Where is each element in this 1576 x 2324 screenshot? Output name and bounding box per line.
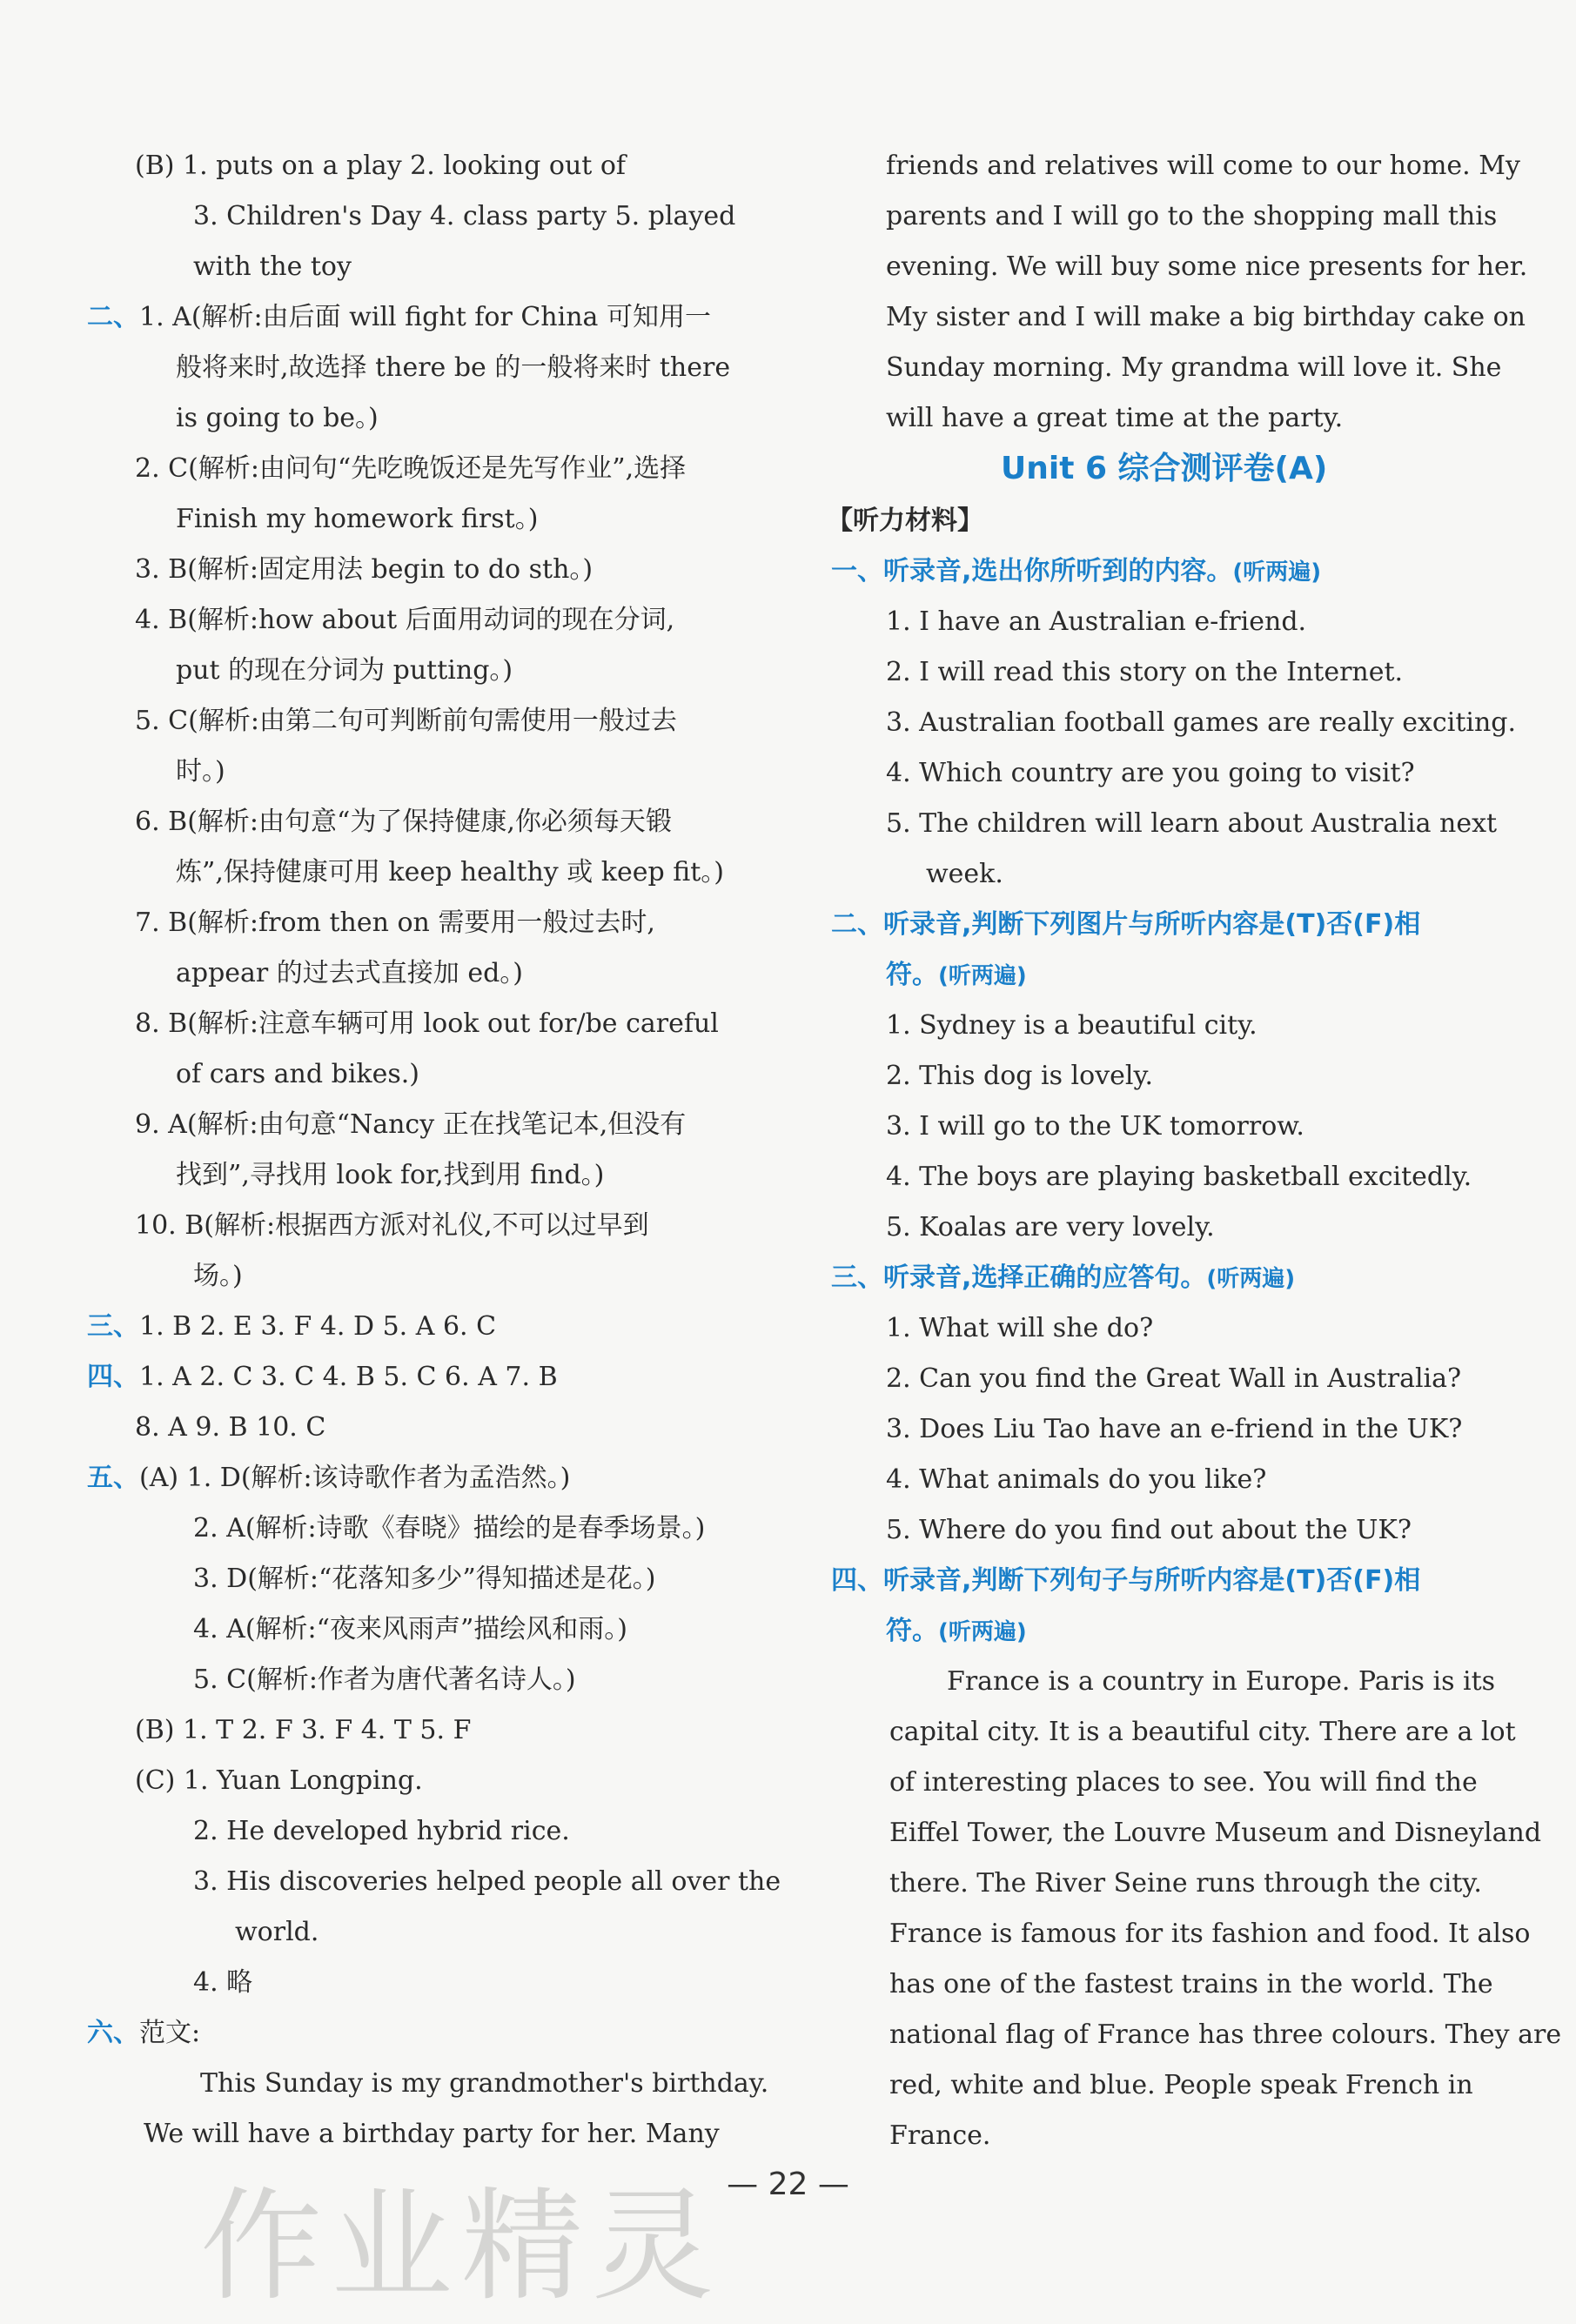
- r4-line-9: France.: [889, 2120, 991, 2151]
- s6-line-0: This Sunday is my grandmother's birthday.: [200, 2068, 769, 2099]
- s2-line-15: of cars and bikes.): [176, 1059, 419, 1089]
- listening-heading: 【听力材料】: [827, 506, 983, 536]
- s5-line-10: 4. 略: [193, 1967, 253, 1998]
- r2-note: (听两遍): [938, 963, 1027, 989]
- b-line-3: with the toy: [193, 251, 352, 282]
- s6-head: 六、范文:: [87, 2018, 201, 2048]
- essay-line-3: My sister and I will make a big birthday cake on: [886, 302, 1526, 332]
- s5-line-4: 5. C(解析:作者为唐代著名诗人。): [193, 1664, 576, 1695]
- s2-line-10: 6. B(解析:由句意“为了保持健康,你必须每天锻: [135, 807, 672, 837]
- s2-line-5: 3. B(解析:固定用法 begin to do sth。): [135, 554, 594, 585]
- s2-line-3: 2. C(解析:由问句“先吃晚饭还是先写作业”,选择: [135, 453, 687, 484]
- s5-line-8: 3. His discoveries helped people all over the: [193, 1866, 781, 1897]
- r1-line-5: week.: [926, 859, 1003, 889]
- r2-heading-2: [886, 957, 1027, 995]
- r2-heading-text: 符。: [886, 960, 938, 990]
- r1-line-0: 1. I have an Australian e-friend.: [886, 606, 1307, 637]
- watermark: 作业精灵: [200, 2176, 723, 2318]
- s2-line-4: Finish my homework first。): [176, 504, 539, 534]
- b-line-1: (B) 1. puts on a play 2. looking out of: [135, 151, 627, 181]
- s5-line-0: 五、(A) 1. D(解析:该诗歌作者为孟浩然。): [87, 1463, 571, 1493]
- r3-line-3: 4. What animals do you like?: [886, 1464, 1267, 1495]
- s2-line-2: is going to be。): [176, 403, 379, 433]
- s2-line-0: 二、1. A(解析:由后面 will fight for China 可知用一: [87, 302, 711, 332]
- s5-line-5: (B) 1. T 2. F 3. F 4. T 5. F: [135, 1715, 472, 1745]
- r1-heading: [831, 553, 1321, 591]
- essay-line-2: evening. We will buy some nice presents for her.: [886, 251, 1528, 282]
- r4-line-0: France is a country in Europe. Paris is its: [947, 1666, 1496, 1697]
- r3-note: (听两遍): [1206, 1266, 1296, 1292]
- s5-line-6: (C) 1. Yuan Longping.: [135, 1765, 423, 1796]
- r4-line-1: capital city. It is a beautiful city. There are a lot: [889, 1717, 1516, 1747]
- s2-line-18: 10. B(解析:根据西方派对礼仪,不可以过早到: [135, 1210, 649, 1241]
- essay-line-1: parents and I will go to the shopping mall this: [886, 201, 1498, 231]
- r1-heading-text: 一、听录音,选出你所听到的内容。: [831, 556, 1233, 586]
- r2-line-2: 3. I will go to the UK tomorrow.: [886, 1111, 1304, 1142]
- s2-line-14: 8. B(解析:注意车辆可用 look out for/be careful: [135, 1008, 719, 1039]
- s2-line-1: 般将来时,故选择 there be 的一般将来时 there: [176, 352, 731, 383]
- r2-line-3: 4. The boys are playing basketball excitedly.: [886, 1162, 1472, 1192]
- s2-line-11: 炼”,保持健康可用 keep healthy 或 keep fit。): [176, 857, 724, 887]
- r2-line-0: 1. Sydney is a beautiful city.: [886, 1010, 1257, 1041]
- r3-line-4: 5. Where do you find out about the UK?: [886, 1515, 1412, 1545]
- r4-line-7: national flag of France has three colours. They are: [889, 2019, 1562, 2050]
- r4-heading-text: 符。: [886, 1616, 938, 1646]
- s2-line-12: 7. B(解析:from then on 需要用一般过去时,: [135, 907, 655, 938]
- s6-line-1: We will have a birthday party for her. Many: [144, 2119, 720, 2149]
- r1-line-3: 4. Which country are you going to visit?: [886, 758, 1415, 788]
- r4-line-4: there. The River Seine runs through the city.: [889, 1868, 1482, 1899]
- s2-line-6: 4. B(解析:how about 后面用动词的现在分词,: [135, 605, 675, 635]
- r4-line-5: France is famous for its fashion and food. It also: [889, 1919, 1531, 1949]
- r2-line-4: 5. Koalas are very lovely.: [886, 1212, 1215, 1242]
- r3-line-1: 2. Can you find the Great Wall in Australia?: [886, 1363, 1462, 1394]
- s5-line-2: 3. D(解析:“花落知多少”得知描述是花。): [193, 1564, 656, 1594]
- essay-line-5: will have a great time at the party.: [886, 403, 1344, 433]
- s2-line-16: 9. A(解析:由句意“Nancy 正在找笔记本,但没有: [135, 1109, 687, 1140]
- r2-line-1: 2. This dog is lovely.: [886, 1061, 1154, 1091]
- s2-line-17: 找到”,寻找用 look for,找到用 find。): [176, 1160, 605, 1190]
- r4-line-6: has one of the fastest trains in the world. The: [889, 1969, 1493, 1999]
- essay-line-0: friends and relatives will come to our home. My: [886, 151, 1520, 181]
- r4-heading-2: [886, 1613, 1027, 1651]
- page-number: — 22 —: [727, 2167, 849, 2202]
- s3-line: 三、1. B 2. E 3. F 4. D 5. A 6. C: [87, 1311, 497, 1342]
- s4-line-2: 8. A 9. B 10. C: [135, 1412, 326, 1443]
- b-line-2: 3. Children's Day 4. class party 5. played: [193, 201, 736, 231]
- s2-line-19: 场。): [193, 1261, 243, 1291]
- essay-line-4: Sunday morning. My grandma will love it. She: [886, 352, 1502, 383]
- s4-line-1: 四、1. A 2. C 3. C 4. B 5. C 6. A 7. B: [87, 1362, 558, 1392]
- s2-line-7: put 的现在分词为 putting。): [176, 655, 513, 686]
- r4-note: (听两遍): [938, 1619, 1027, 1645]
- s5-line-3: 4. A(解析:“夜来风雨声”描绘风和雨。): [193, 1614, 628, 1644]
- s2-line-9: 时。): [176, 756, 225, 787]
- r3-line-0: 1. What will she do?: [886, 1313, 1154, 1343]
- r3-line-2: 3. Does Liu Tao have an e-friend in the UK?: [886, 1414, 1463, 1444]
- unit-title: Unit 6 综合测评卷(A): [1001, 451, 1328, 486]
- r3-heading-text: 三、听录音,选择正确的应答句。: [831, 1262, 1207, 1293]
- r1-line-2: 3. Australian football games are really exciting.: [886, 707, 1517, 738]
- r4-heading-1: 四、听录音,判断下列句子与所听内容是(T)否(F)相: [831, 1565, 1421, 1596]
- r3-heading: [831, 1260, 1295, 1297]
- r4-line-8: red, white and blue. People speak French in: [889, 2070, 1473, 2100]
- r1-line-4: 5. The children will learn about Australia next: [886, 808, 1498, 839]
- s5-line-7: 2. He developed hybrid rice.: [193, 1816, 570, 1846]
- r4-line-2: of interesting places to see. You will find the: [889, 1767, 1478, 1798]
- r4-line-3: Eiffel Tower, the Louvre Museum and Disneyland: [889, 1818, 1542, 1848]
- r1-line-1: 2. I will read this story on the Internet.: [886, 657, 1404, 687]
- s5-line-1: 2. A(解析:诗歌《春晓》描绘的是春季场景。): [193, 1513, 706, 1544]
- s2-line-8: 5. C(解析:由第二句可判断前句需使用一般过去: [135, 706, 677, 736]
- s2-line-13: appear 的过去式直接加 ed。): [176, 958, 524, 988]
- s5-line-9: world.: [235, 1917, 319, 1947]
- r1-note: (听两遍): [1232, 559, 1322, 586]
- r2-heading-1: 二、听录音,判断下列图片与所听内容是(T)否(F)相: [831, 909, 1421, 940]
